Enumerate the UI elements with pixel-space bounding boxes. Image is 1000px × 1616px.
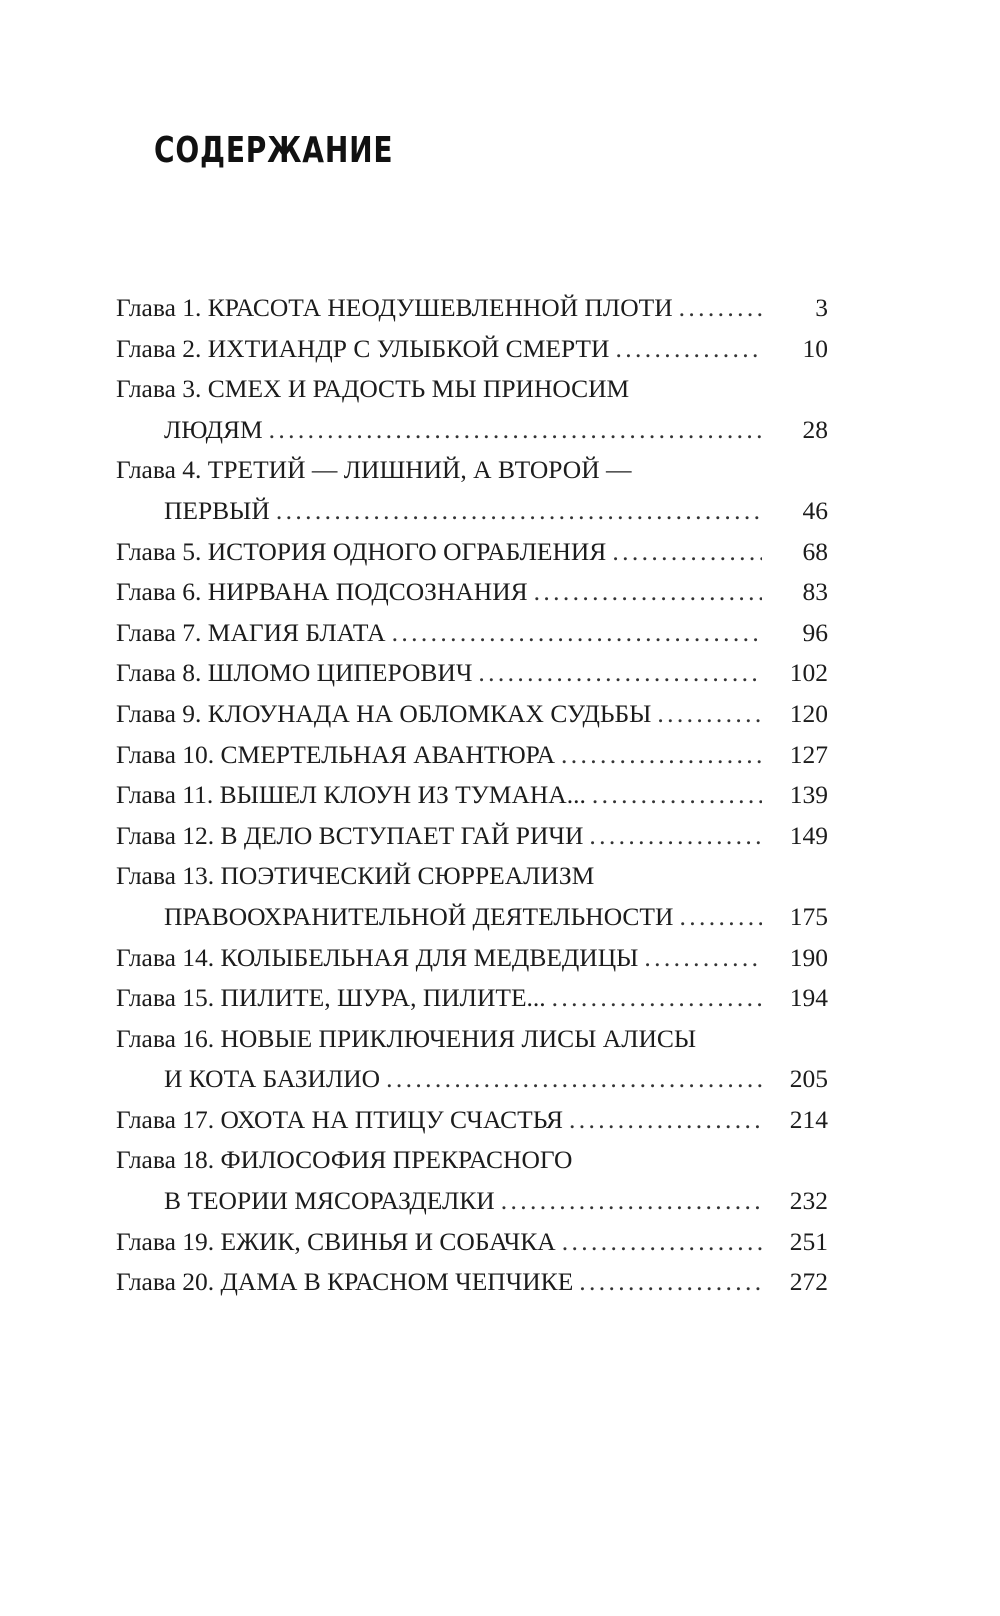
toc-line [116,856,828,897]
dot-leader [612,532,762,573]
toc-entry[interactable] [116,735,828,776]
toc-entry-title: Глава 7. МАГИЯ БЛАТА [116,617,386,647]
toc-entry-title-continuation: В ТЕОРИИ МЯСОРАЗДЕЛКИ [164,1186,495,1216]
toc-page-number: 46 [802,495,828,525]
toc-line [116,653,828,694]
toc-page-number: 120 [789,698,828,728]
dot-leader [392,613,762,654]
toc-entry[interactable] [116,816,828,857]
toc-line [116,1222,828,1263]
toc-line [116,816,828,857]
toc-line [116,735,828,776]
dot-leader [501,1181,762,1222]
toc-page-number: 102 [789,658,828,688]
toc-entry[interactable] [116,978,828,1019]
toc-page-number: 139 [789,780,828,810]
toc-line [116,613,828,654]
toc-line [116,1059,828,1100]
toc-line [116,897,828,938]
dot-leader [561,735,762,776]
toc-entry[interactable] [116,856,828,937]
toc-entry[interactable] [116,653,828,694]
dot-leader [534,572,762,613]
toc-entry-title: Глава 19. ЕЖИК, СВИНЬЯ И СОБАЧКА [116,1226,556,1256]
toc-entry-title: Глава 15. ПИЛИТЕ, ШУРА, ПИЛИТЕ... [116,983,546,1013]
toc-line [116,369,828,410]
toc-entry[interactable] [116,613,828,654]
dot-leader [276,491,762,532]
toc-page-number: 251 [789,1226,828,1256]
toc-entry[interactable] [116,1222,828,1263]
dot-leader [589,816,762,857]
toc-page-number: 83 [802,577,828,607]
toc-line [116,978,828,1019]
toc-entry[interactable] [116,450,828,531]
toc-page-number: 205 [789,1064,828,1094]
toc-page-number: 175 [789,901,828,931]
toc-entry[interactable] [116,369,828,450]
toc-entry-title: Глава 11. ВЫШЕЛ КЛОУН ИЗ ТУМАНА... [116,780,586,810]
dot-leader [579,1262,762,1303]
dot-leader [644,938,762,979]
toc-page-number: 96 [802,617,828,647]
toc-entry-title-continuation: И КОТА БАЗИЛИО [164,1064,381,1094]
toc-page-number: 194 [789,983,828,1013]
toc-page-number: 272 [789,1267,828,1297]
dot-leader [569,1100,762,1141]
toc-entry-title: Глава 14. КОЛЫБЕЛЬНАЯ ДЛЯ МЕДВЕДИЦЫ [116,942,639,972]
toc-page-number: 232 [789,1186,828,1216]
toc-entry[interactable] [116,329,828,370]
toc-line [116,938,828,979]
toc-entry-title: Глава 16. НОВЫЕ ПРИКЛЮЧЕНИЯ ЛИСЫ АЛИСЫ [116,1023,697,1053]
toc-line [116,491,828,532]
page-title: СОДЕРЖАНИЕ [154,130,394,171]
toc-entry-title: Глава 5. ИСТОРИЯ ОДНОГО ОГРАБЛЕНИЯ [116,536,607,566]
toc-entry[interactable] [116,288,828,329]
toc-entry[interactable] [116,1140,828,1221]
toc-line [116,1019,828,1060]
toc-entry[interactable] [116,532,828,573]
toc-entry[interactable] [116,775,828,816]
dot-leader [679,288,762,329]
dot-leader [657,694,762,735]
toc-entry[interactable] [116,1019,828,1100]
toc-line [116,329,828,370]
toc-entry-title: Глава 4. ТРЕТИЙ — ЛИШНИЙ, А ВТОРОЙ — [116,455,632,485]
dot-leader [562,1222,762,1263]
toc-entry-title: Глава 18. ФИЛОСОФИЯ ПРЕКРАСНОГО [116,1145,573,1175]
toc-page-number: 3 [815,293,828,322]
toc-line [116,694,828,735]
toc-page-number: 190 [789,942,828,972]
toc-line [116,775,828,816]
toc-entry-title: Глава 3. СМЕХ И РАДОСТЬ МЫ ПРИНОСИМ [116,374,630,404]
toc-line [116,288,828,329]
dot-leader [592,775,762,816]
toc-entry[interactable] [116,1100,828,1141]
toc-entry[interactable] [116,572,828,613]
toc-line [116,1181,828,1222]
toc-entry-title: Глава 17. ОХОТА НА ПТИЦУ СЧАСТЬЯ [116,1104,563,1134]
toc-page-number: 28 [802,414,828,444]
toc-entry-title: Глава 12. В ДЕЛО ВСТУПАЕТ ГАЙ РИЧИ [116,820,584,850]
toc-line [116,532,828,573]
toc-line [116,572,828,613]
table-of-contents [116,288,828,1303]
dot-leader [386,1059,762,1100]
toc-page-number: 149 [789,820,828,850]
toc-page-number: 214 [789,1104,828,1134]
toc-entry[interactable] [116,938,828,979]
toc-entry-title: Глава 2. ИХТИАНДР С УЛЫБКОЙ СМЕРТИ [116,333,610,363]
toc-page-number: 68 [802,536,828,566]
toc-entry-title: Глава 13. ПОЭТИЧЕСКИЙ СЮРРЕАЛИЗМ [116,861,595,891]
toc-line [116,1262,828,1303]
toc-entry-title-continuation: ЛЮДЯМ [164,414,263,444]
dot-leader [269,410,762,451]
toc-entry-title: Глава 10. СМЕРТЕЛЬНАЯ АВАНТЮРА [116,739,556,769]
toc-entry[interactable] [116,1262,828,1303]
dot-leader [552,978,762,1019]
toc-page-number: 127 [789,739,828,769]
toc-entry-title-continuation: ПЕРВЫЙ [164,495,270,525]
toc-line [116,410,828,451]
toc-line [116,1140,828,1181]
toc-entry-title-continuation: ПРАВООХРАНИТЕЛЬНОЙ ДЕЯТЕЛЬНОСТИ [164,901,674,931]
toc-line [116,1100,828,1141]
toc-entry[interactable] [116,694,828,735]
dot-leader [679,897,762,938]
dot-leader [615,329,762,370]
toc-page-number: 10 [802,333,828,363]
toc-entry-title: Глава 8. ШЛОМО ЦИПЕРОВИЧ [116,658,473,688]
toc-line [116,450,828,491]
dot-leader [478,653,762,694]
toc-entry-title: Глава 20. ДАМА В КРАСНОМ ЧЕПЧИКЕ [116,1267,574,1297]
toc-entry-title: Глава 6. НИРВАНА ПОДСОЗНАНИЯ [116,577,528,607]
toc-entry-title: Глава 1. КРАСОТА НЕОДУШЕВЛЕННОЙ ПЛОТИ [116,293,673,322]
toc-entry-title: Глава 9. КЛОУНАДА НА ОБЛОМКАХ СУДЬБЫ [116,698,652,728]
